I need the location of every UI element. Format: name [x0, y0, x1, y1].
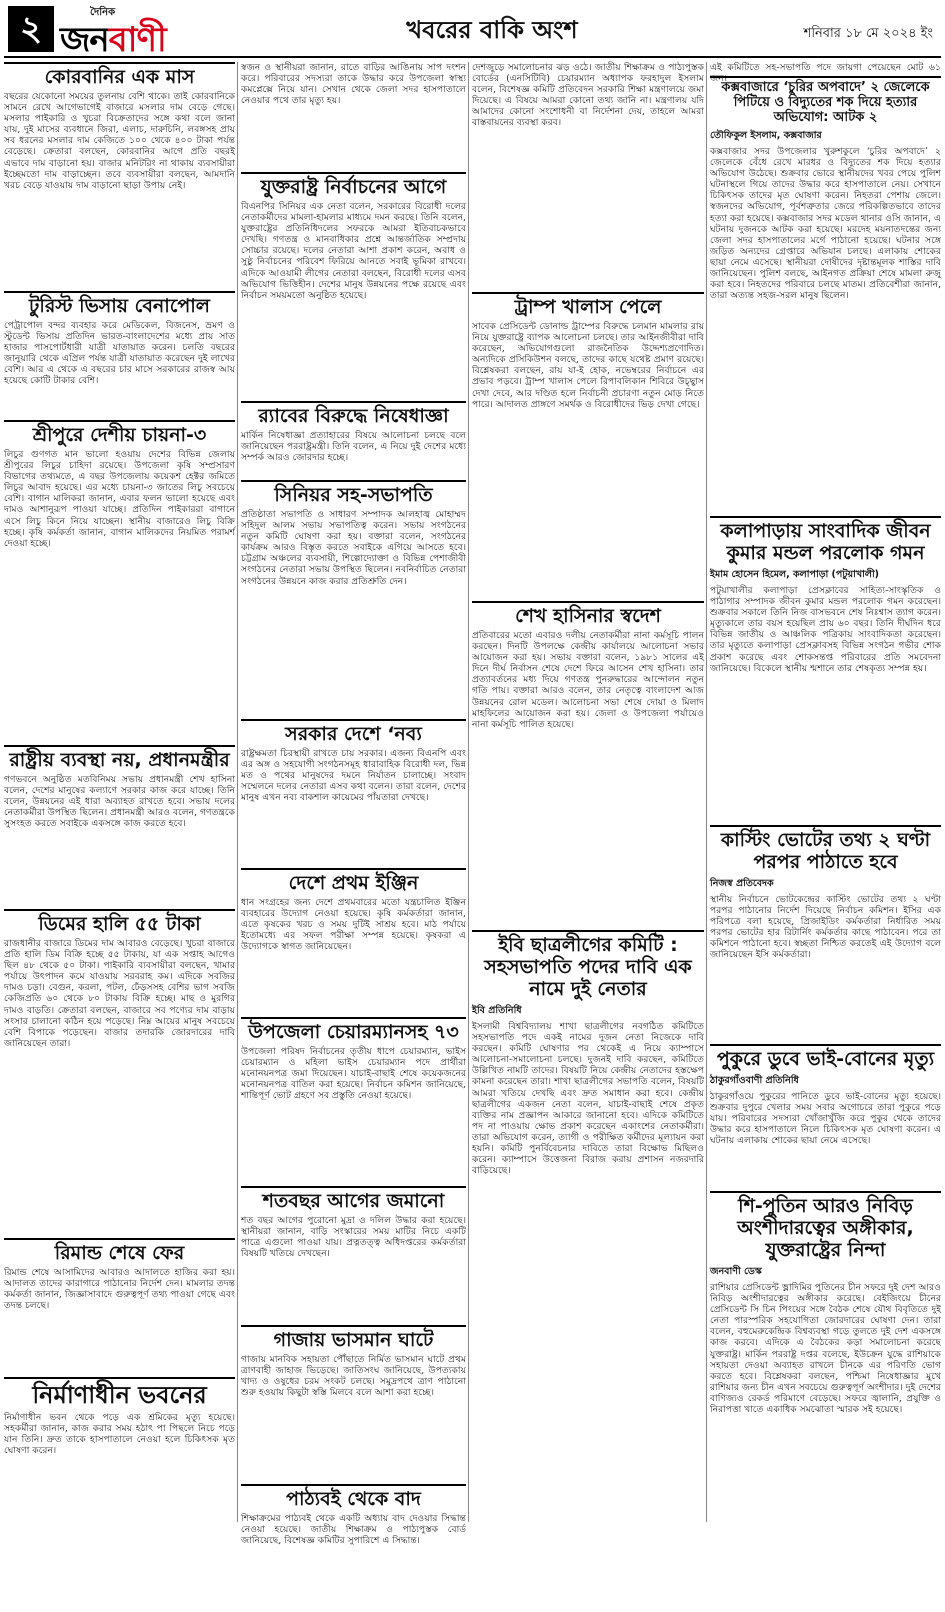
- byline: ইবি প্রতিনিধি: [472, 1005, 522, 1016]
- story-body: গাজায় মানবিক সহায়তা পৌঁছাতে নির্মিত ভাসমান ঘাটে প্রথম ত্রাণবাহী জাহাজ ভিড়েছে। জাতিসংঘ জানিয়েছে, উপত্যকায় খাদ্য ও ওষুধের চরম সংকট চলছে। সমুদ্রপথে ত্রাণ পাঠানো শুরু হওয়ায় কিছুটা স্বস্তি মিলবে বলে আশা করা হচ্ছে।: [241, 1354, 466, 1399]
- story-usa: [241, 172, 466, 401]
- story-body: ইসলামী বিশ্ববিদ্যালয় শাখা ছাত্রলীগের নবগঠিত কমিটিতে সহসভাপতি পদে একই নামের দুজন নেতা নিজেকে দাবি করছেন। কমিটি ঘোষণার পর থেকেই এ নিয়ে ক্যাম্পাসে আলোচনা-সমালোচনা চলছে। দুজনই দাবি করছেন, কমিটিতে উল্লিখিত নামটি তাদের। বিষয়টি নিয়ে কেন্দ্রীয় নেতাদের হস্তক্ষেপ কামনা করেছেন তারা। শাখা ছাত্রলীগের সভাপতি বলেন, বিষয়টি আমরা খতিয়ে দেখছি এবং দ্রুত সমাধান করা হবে। কেন্দ্রীয় ছাত্রলীগের একজন নেতা বলেন, যাচাই-বাছাই শেষে প্রকৃত ব্যক্তির নাম প্রজ্ঞাপন আকারে জানানো হবে। এদিকে কমিটিতে পদ না পাওয়ায় ক্ষোভ প্রকাশ করেছেন একাংশের নেতাকর্মীরা। তারা অভিযোগ করেন, ত্যাগী ও পরীক্ষিত কর্মীদের মূল্যায়ন করা হয়নি। কমিটি পুনর্বিবেচনার দাবিতে তারা বিক্ষোভ মিছিলও করেন। ক্যাম্পাসে উত্তেজনা বিরাজ করায় প্রশাসন নজরদারি বাড়িয়েছে।: [472, 1021, 704, 1177]
- byline: ঠাকুরগাঁওবাণী প্রতিনিধি: [710, 1075, 799, 1086]
- headline: দেশে প্রথম ইঞ্জিন: [241, 868, 466, 897]
- dateline: শনিবার ১৮ মে ২০২৪ ইং: [803, 26, 933, 41]
- story-century: [241, 1186, 466, 1325]
- story-ghat: [241, 1325, 466, 1484]
- page-number: ২: [8, 6, 54, 52]
- story-body: মার্কিন নিষেধাজ্ঞা প্রত্যাহারের বিষয়ে আলোচনা চলছে বলে জানিয়েছেন পররাষ্ট্রমন্ত্রী। তিনি বলেন, এ নিয়ে দুই দেশের মধ্যে সম্পর্ক আরও জোরদার হচ্ছে।: [241, 430, 466, 464]
- story-upazila: [241, 1017, 466, 1186]
- headline: গাজায় ভাসমান ঘাটে: [241, 1325, 466, 1354]
- headline: পাঠ্যবই থেকে বাদ: [241, 1484, 466, 1513]
- story-body: কক্সবাজার সদর উপজেলার খুরুশকুলে ‘চুরির অপবাদে’ ২ জেলেকে বেঁধে রেখে মারধর ও বিদ্যুতের শক দিয়ে হত্যার অভিযোগ উঠেছে। শুক্রবার ভোরে স্থানীয়দের খবর পেয়ে পুলিশ ঘটনাস্থলে গিয়ে তাদের উদ্ধার করে হাসপাতালে নেয়। সেখানে চিকিৎসক তাদের মৃত ঘোষণা করেন। নিহতরা পেশায় জেলে। স্বজনদের অভিযোগ, পূর্বশত্রুতার জেরে পরিকল্পিতভাবে তাদের হত্যা করা হয়েছে। কক্সবাজার সদর মডেল থানার ওসি জানান, এ ঘটনায় দুজনকে আটক করা হয়েছে। মরদেহ ময়নাতদন্তের জন্য জেলা সদর হাসপাতালের মর্গে পাঠানো হয়েছে। ঘটনার সঙ্গে জড়িত অন্যদের গ্রেপ্তারে অভিযান চলছে। এলাকায় শোকের ছায়া নেমে এসেছে। স্থানীয়রা দোষীদের দৃষ্টান্তমূলক শাস্তির দাবি জানিয়েছেন। পুলিশ বলছে, আইনগত প্রক্রিয়া শেষে মামলা রুজু করা হবে। নিহতদের পরিবারে চলছে মাতম। প্রতিবেশীরা জানান, তারা অত্যন্ত সহজ-সরল মানুষ ছিলেন।: [710, 146, 941, 302]
- story-pm: [4, 745, 235, 909]
- story-snake: [241, 62, 466, 172]
- headline: শি-পুতিন আরও নিবিড় অংশীদারত্বের অঙ্গীকার, যুক্তরাষ্ট্রের নিন্দা: [710, 1191, 941, 1264]
- story-body: পটুয়াখালীর কলাপাড়া প্রেসক্লাবের সাহিত্য-সাংস্কৃতিক ও পাঠাগার সম্পাদক জীবন কুমার মন্ডল পরলোক গমন করেছেন। শুক্রবার সকালে তিনি নিজ বাসভবনে শেষ নিঃশ্বাস ত্যাগ করেন। মৃত্যুকালে তার বয়স হয়েছিল প্রায় ৬০ বছর। তিনি দীর্ঘদিন ধরে বিভিন্ন জাতীয় ও আঞ্চলিক পত্রিকায় সাংবাদিকতা করেছেন। তার মৃত্যুতে কলাপাড়া প্রেসক্লাবসহ বিভিন্ন সংগঠন গভীর শোক প্রকাশ করেছে এবং শোকসন্তপ্ত পরিবারের প্রতি সমবেদনা জানিয়েছে। বিকেলে স্থানীয় শ্মশানে তার শেষকৃত্য সম্পন্ন হয়।: [710, 585, 941, 674]
- story-body: রাশিয়ার প্রেসিডেন্ট ভ্লাদিমির পুতিনের চীন সফরে দুই দেশ আরও নিবিড় অংশীদারত্বের অঙ্গীকার করেছে। বেইজিংয়ে চীনের প্রেসিডেন্ট সি চিন পিংয়ের সঙ্গে বৈঠক শেষে যৌথ বিবৃতিতে দুই নেতা পারস্পরিক সহযোগিতা জোরদারের ঘোষণা দেন। তারা বলেন, বহুমেরুকেন্দ্রিক বিশ্বব্যবস্থা গড়ে তুলতে দুই দেশ একসঙ্গে কাজ করবে। এদিকে এ বৈঠকের কড়া সমালোচনা করেছে যুক্তরাষ্ট্র। মার্কিন পররাষ্ট্র দপ্তর বলেছে, ইউক্রেন যুদ্ধে রাশিয়াকে সহায়তা দেওয়া অব্যাহত রাখলে চীনকে এর পরিণতি ভোগ করতে হবে। বিশ্লেষকরা বলছেন, পশ্চিমা নিষেধাজ্ঞার মুখে রাশিয়ার জন্য চীন এখন সবচেয়ে গুরুত্বপূর্ণ অংশীদার। দুই দেশের বাণিজ্যও রেকর্ড পরিমাণে বেড়েছে। সফরে জ্বালানি, প্রযুক্তি ও নিরাপত্তা খাতে একাধিক সমঝোতা স্মারক সই হয়েছে।: [710, 1282, 941, 1416]
- column-rule: [706, 62, 707, 1522]
- story-body: প্রতিবারের মতো এবারও দলীয় নেতাকর্মীরা নানা কর্মসূচি পালন করছেন। দিনটি উপলক্ষে কেন্দ্রীয় কার্যালয়ে আলোচনা সভার আয়োজন করা হয়। সভায় বক্তারা বলেন, ১৯৮১ সালের এই দিনে দীর্ঘ নির্বাসন শেষে দেশে ফিরে আসেন শেখ হাসিনা। তার প্রত্যাবর্তনের মধ্য দিয়ে গণতন্ত্র পুনরুদ্ধারের আন্দোলন নতুন গতি পায়। বক্তারা আরও বলেন, তার নেতৃত্বে বাংলাদেশ আজ উন্নয়নের রোল মডেল। আলোচনা সভা শেষে দোয়া ও মিলাদ মাহফিলের আয়োজন করা হয়। জেলা ও উপজেলা পর্যায়েও নানা কর্মসূচি পালিত হয়েছে।: [472, 630, 704, 730]
- story-korbani: [4, 62, 235, 291]
- story-body: প্রতিষ্ঠাতা সভাপতি ও সাধারণ সম্পাদক আলহাজ্ব মোহাম্মদ সহিদুল আলম সভায় সভাপতিত্ব করেন। সভায় সংগঠনের নতুন কমিটি ঘোষণা করা হয়। বক্তারা বলেন, সংগঠনের কার্যক্রম আরও বিস্তৃত করতে সবাইকে এগিয়ে আসতে হবে। চট্টগ্রাম অঞ্চলের ব্যবসায়ী, শিল্পোদ্যোক্তা ও বিভিন্ন পেশাজীবী সংগঠনের নেতারা সভায় উপস্থিত ছিলেন। নবনির্বাচিত নেতারা সংগঠনের উন্নয়নে কাজ করার প্রতিশ্রুতি দেন।: [241, 509, 466, 587]
- headline: সিনিয়র সহ-সভাপতি: [241, 480, 466, 509]
- column-3: [472, 62, 704, 1522]
- story-rab: [241, 401, 466, 480]
- story-building: [4, 1377, 235, 1492]
- headline: কোরবানির এক মাস: [4, 62, 235, 91]
- story-coxsbazar: [710, 76, 941, 516]
- paper-name-part-b: বাণী: [108, 20, 166, 60]
- paper-name-prefix: দৈনিক: [90, 7, 116, 18]
- story-casting: [710, 825, 941, 1044]
- column-4: [710, 62, 941, 1522]
- story-continuation: [472, 62, 704, 292]
- column-rule: [468, 62, 469, 1522]
- story-senior: [241, 480, 466, 719]
- story-ebi: [472, 930, 704, 1541]
- headline: যুক্তরাষ্ট্র নির্বাচনের আগে: [241, 172, 466, 201]
- story-pond: [710, 1044, 941, 1191]
- story-hasina: [472, 601, 704, 930]
- section-title: খবরের বাকি অংশ: [406, 16, 578, 44]
- headline: কক্সবাজারে ‘চুরির অপবাদে’ ২ জেলেকে পিটিয়ে ও বিদ্যুতের শক দিয়ে হত্যার অভিযোগ: আটক ২: [710, 76, 941, 128]
- story-textbook: [241, 1484, 466, 1553]
- story-body: এই কমিটিতে সহ-সভাপতি পদে জায়গা পেয়েছেন মোট ৬১ জন।: [710, 62, 941, 85]
- story-body: রিমান্ড শেষে আসামিদের আবারও আদালতে হাজির করা হয়। আদালত তাদের কারাগারে পাঠানোর নির্দেশ দেন। মামলার তদন্ত কর্মকর্তা জানান, জিজ্ঞাসাবাদে গুরুত্বপূর্ণ তথ্য পাওয়া গেছে এবং তদন্ত চলছে।: [4, 1267, 235, 1312]
- story-body: লিচুর গুণগত মান ভালো হওয়ায় দেশের বিভিন্ন জেলায় শ্রীপুরের লিচুর চাহিদা রয়েছে। উপজেলা কৃষি সম্প্রসারণ বিভাগের তথ্যমতে, এ বছর উপজেলায় কয়েকশ হেক্টর জমিতে লিচুর আবাদ হয়েছে। এর মধ্যে চায়না-৩ জাতের লিচু সবচেয়ে বেশি। বাগান মালিকরা জানান, এবার ফলন ভালো হয়েছে এবং দামও আশানুরূপ পাওয়া যাচ্ছে। প্রতিদিন পাইকাররা বাগানে এসে লিচু কিনে নিয়ে যাচ্ছেন। স্থানীয় বাজারেও লিচু বিক্রি হচ্ছে। কৃষি কর্মকর্তা জানান, বাগান মালিকদের নিয়মিত পরামর্শ দেওয়া হচ্ছে।: [4, 449, 235, 549]
- headline: পুকুরে ডুবে ভাই-বোনের মৃত্যু: [710, 1044, 941, 1073]
- headline: র‍্যাবের বিরুদ্ধে নিষেধাজ্ঞা: [241, 401, 466, 430]
- masthead: [4, 4, 941, 58]
- headline: সরকার দেশে ‘নব্য: [241, 719, 466, 748]
- paper-name-part-a: জন: [60, 20, 109, 60]
- headline: শতবছর আগের জমানো: [241, 1186, 466, 1215]
- byline: জনবাণী ডেস্ক: [710, 1266, 762, 1277]
- headline: রাষ্ট্রীয় ব্যবস্থা নয়, প্রধানমন্ত্রীর: [4, 745, 235, 774]
- story-body: দেশজুড়ে সমালোচনার ঝড় ওঠে। জাতীয় শিক্ষাক্রম ও পাঠ্যপুস্তক বোর্ডের (এনসিটিবি) চেয়ারম্যান অধ্যাপক ফরহাদুল ইসলাম বলেন, বিশেষজ্ঞ কমিটি প্রতিবেদন সরকারি শিক্ষা মন্ত্রণালয়ে জমা দিয়েছে। এ বিষয়ে আমরা কোনো তথ্য জানি না। মন্ত্রণালয় যদি আমাদের কোনো সংশোধনী বা নির্দেশনা দেয়, তাহলে আমরা বাস্তবায়নের ব্যবস্থা করব।: [472, 62, 704, 129]
- story-govt: [241, 719, 466, 868]
- headline: টুরিস্ট ভিসায় বেনাপোল: [4, 291, 235, 320]
- headline: শ্রীপুরে দেশীয় চায়না-৩: [4, 420, 235, 449]
- story-egg: [4, 909, 235, 1238]
- story-body: ধান সংগ্রহের জন্য দেশে প্রথমবারের মতো যন্ত্রচালিত ইঞ্জিন ব্যবহারের উদ্যোগ নেওয়া হয়েছে। কৃষি কর্মকর্তারা জানান, এতে কৃষকের খরচ ও সময় দুটিই সাশ্রয় হবে। মাঠ পর্যায়ে ইতোমধ্যে এর সফল পরীক্ষা সম্পন্ন হয়েছে। কৃষকরা এ উদ্যোগকে স্বাগত জানিয়েছেন।: [241, 897, 466, 953]
- story-body: গণভবনে অনুষ্ঠিত মতবিনিময় সভায় প্রধানমন্ত্রী শেখ হাসিনা বলেন, দেশের মানুষের কল্যাণে সরকার কাজ করে যাচ্ছে। তিনি বলেন, উন্নয়নের এই ধারা অব্যাহত রাখতে হবে। সভায় দলের নেতাকর্মীরা উপস্থিত ছিলেন। প্রধানমন্ত্রী আরও বলেন, গণতন্ত্রকে সুসংহত করতে সবাইকে একসঙ্গে কাজ করতে হবে।: [4, 774, 235, 830]
- story-sreepur: [4, 420, 235, 745]
- byline: তৌফিকুল ইসলাম, কক্সবাজার: [710, 130, 822, 141]
- headline: নির্মাণাধীন ভবনের: [4, 1377, 235, 1412]
- headline: উপজেলা চেয়ারম্যানসহ ৭৩: [241, 1017, 466, 1046]
- story-trump: [472, 292, 704, 601]
- story-body: পেট্রাপোল বন্দর ব্যবহার করে মেডিকেল, বিজনেস, ভ্রমণ ও স্টুডেন্ট ভিসায় প্রতিদিন ভারত-বাংলাদেশের মধ্যে প্রায় সাত হাজার পাসপোর্টধারী যাত্রী যাতায়াত করেন। চলতি বছরের জানুয়ারি থেকে এপ্রিল পর্যন্ত যাত্রী যাতায়াত করেছেন দুই লাখের বেশি। আর এ থেকে এ বছরের চার মাসে সরকারের রাজস্ব আয় হয়েছে কোটি টাকার বেশি।: [4, 320, 235, 387]
- story-kalapara: [710, 516, 941, 825]
- headline: ট্রাম্প খালাস পেলে: [472, 292, 704, 321]
- story-body: শত বছর আগের পুরোনো মুদ্রা ও দলিল উদ্ধার করা হয়েছে। স্থানীয়রা জানান, বাড়ি সংস্কারের সময় মাটির নিচে একটি পাত্রে এগুলো পাওয়া যায়। প্রত্নতত্ত্ব অধিদপ্তরের কর্মকর্তারা বিষয়টি খতিয়ে দেখছেন।: [241, 1215, 466, 1260]
- story-body: স্বজন ও স্থানীয়রা জানান, রাতে বাড়ির আঙিনায় সাপ দংশন করে। পরিবারের সদস্যরা তাকে উদ্ধার করে উপজেলা স্বাস্থ্য কমপ্লেক্সে নিয়ে যান। সেখান থেকে জেলা সদর হাসপাতালে নেওয়ার পথে তার মৃত্যু হয়।: [241, 62, 466, 107]
- story-body: স্থানীয় নির্বাচনে ভোটকেন্দ্রের কাস্টিং ভোটের তথ্য ২ ঘণ্টা পরপর পাঠানোর নির্দেশ দিয়েছে নির্বাচন কমিশন। ইসির এক পরিপত্রে বলা হয়েছে, প্রিজাইডিং কর্মকর্তারা নির্ধারিত সময় পরপর ভোটের হার রিটার্নিং কর্মকর্তার কাছে পাঠাবেন। পরে তা কমিশনে পাঠানো হবে। স্বচ্ছতা নিশ্চিত করতেই এই উদ্যোগ বলে জানিয়েছেন ইসি কর্মকর্তারা।: [710, 894, 941, 961]
- story-body: রাষ্ট্রক্ষমতা চিরস্থায়ী রাখতে চায় সরকার। এজন্য বিএনপি এবং এর অঙ্গ ও সহযোগী সংগঠনসমূহ ধারাবাহিক বিরোধী দল, ভিন্ন মত ও পথের মানুষদের দমনে নির্যাতন চালাচ্ছে। সংবাদ সম্মেলনে দলের নেতারা এসব কথা বলেন। তারা বলেন, দেশের মানুষ এখন নব্য বাকশাল কায়েমের পাঁয়তারা দেখছে।: [241, 748, 466, 804]
- headline: শেখ হাসিনার স্বদেশ: [472, 601, 704, 630]
- story-intro-c4: [710, 62, 941, 85]
- story-benapole: [4, 291, 235, 420]
- story-body: ঠাকুরগাঁওয়ে পুকুরের পানিতে ডুবে ভাই-বোনের মৃত্যু হয়েছে। শুক্রবার দুপুরে খেলার সময় সবার অগোচরে তারা পুকুরে পড়ে যায়। পরিবারের সদস্যরা খোঁজাখুঁজি করে পুকুর থেকে তাদের উদ্ধার করে হাসপাতালে নিলে চিকিৎসক মৃত ঘোষণা করেন। এ ঘটনায় এলাকায় শোকের ছায়া নেমে এসেছে।: [710, 1091, 941, 1147]
- story-body: শিক্ষাক্রমের পাঠ্যবই থেকে একটি অধ্যায় বাদ দেওয়ার সিদ্ধান্ত নেওয়া হয়েছে। জাতীয় শিক্ষাক্রম ও পাঠ্যপুস্তক বোর্ড জানিয়েছে, বিশেষজ্ঞ কমিটির সুপারিশে এ সিদ্ধান্ত।: [241, 1513, 466, 1547]
- byline: ইমাম হোসেন হিমেল, কলাপাড়া (পটুয়াখালী): [710, 569, 879, 580]
- story-body: বিএনপির সিনিয়র এক নেতা বলেন, সরকারের বিরোধী দলের নেতাকর্মীদের মামলা-হামলার মাধ্যমে দমন করছে। তিনি বলেন, যুক্তরাষ্ট্রের প্রতিনিধিদলের সফরকে আমরা ইতিবাচকভাবে দেখছি। গণতন্ত্র ও মানবাধিকার প্রশ্নে আন্তর্জাতিক সম্প্রদায় সোচ্চার রয়েছে। দলের নেতারা আশা প্রকাশ করেন, অবাধ ও সুষ্ঠু নির্বাচনের পরিবেশ ফিরিয়ে আনতে সবাই ভূমিকা রাখবে। এদিকে আওয়ামী লীগের নেতারা বলছেন, বিরোধী দলের এসব অভিযোগ ভিত্তিহীন। দেশের মানুষ উন্নয়নের পক্ষে রয়েছে এবং নির্বাচন সময়মতো অনুষ্ঠিত হয়েছে।: [241, 201, 466, 301]
- byline: নিজস্ব প্রতিবেদক: [710, 878, 774, 889]
- column-2: [241, 62, 466, 1547]
- headline: ইবি ছাত্রলীগের কমিটি : সহসভাপতি পদের দাবি এক নামে দুই নেতার: [472, 930, 704, 1003]
- story-body: উপজেলা পরিষদ নির্বাচনের তৃতীয় ধাপে চেয়ারম্যান, ভাইস চেয়ারম্যান ও মহিলা ভাইস চেয়ারম্যান পদে প্রার্থীরা মনোনয়নপত্র জমা দিয়েছেন। যাচাই-বাছাই শেষে কয়েকজনের মনোনয়নপত্র বাতিল করা হয়েছে। নির্বাচন কমিশন জানিয়েছে, শান্তিপূর্ণ ভোট গ্রহণে সব প্রস্তুতি নেওয়া হয়েছে।: [241, 1046, 466, 1102]
- headline: রিমান্ড শেষে ফের: [4, 1238, 235, 1267]
- story-body: নির্মাণাধীন ভবন থেকে পড়ে এক শ্রমিকের মৃত্যু হয়েছে। সহকর্মীরা জানান, কাজ করার সময় হঠাৎ পা পিছলে নিচে পড়ে যান তিনি। দ্রুত তাকে হাসপাতালে নেওয়া হলে চিকিৎসক মৃত ঘোষণা করেন।: [4, 1412, 235, 1457]
- story-xiputin: [710, 1191, 941, 1612]
- story-body: রাজধানীর বাজারে ডিমের দাম আবারও বেড়েছে। খুচরা বাজারে প্রতি হালি ডিম বিক্রি হচ্ছে ৫৫ টাকায়, যা এক সপ্তাহ আগেও ছিল ৪৮ থেকে ৫০ টাকা। পাইকারি ব্যবসায়ীরা বলছেন, খামার পর্যায়ে উৎপাদন কমে যাওয়ায় সরবরাহ কম। এদিকে সবজির দামও চড়া। বেগুন, করলা, পটল, ঢেঁড়সসহ বেশির ভাগ সবজি কেজিপ্রতি ৬০ থেকে ৮০ টাকায় বিক্রি হচ্ছে। মাছ ও মুরগির দামও বাড়তি। ক্রেতারা বলছেন, বাজারে সব পণ্যের দাম বাড়ায় সংসার চালানো কঠিন হয়ে পড়েছে। নিম্ন আয়ের মানুষ সবচেয়ে বেশি বিপাকে পড়েছেন। বাজার তদারকি জোরদারের দাবি জানিয়েছেন তারা।: [4, 938, 235, 1049]
- story-remand: [4, 1238, 235, 1377]
- headline: কলাপাড়ায় সাংবাদিক জীবন কুমার মন্ডল পরলোক গমন: [710, 516, 941, 567]
- column-1: [4, 62, 235, 1522]
- story-engine: [241, 868, 466, 1017]
- headline: ডিমের হালি ৫৫ টাকা: [4, 909, 235, 938]
- story-body: বছরের যেকোনো সময়ের তুলনায় বেশি থাকে। তাই কোরবানিকে সামনে রেখে আগেভাগেই বাজারে মসলার দাম বেড়ে গেছে। মসলার পাইকারি ও খুচরা বিক্রেতাদের সঙ্গে কথা বলে জানা যায়, দুই মাসের ব্যবধানে জিরা, এলাচ, দারুচিনি, লবঙ্গসহ প্রায় সব ধরনের মসলার দাম কেজিতে ১০০ থেকে ৪০০ টাকা পর্যন্ত বেড়েছে। ক্রেতারা বলছেন, কোরবানির আগে প্রতি বছরই এভাবে দাম বাড়ানো হয়। বাজার মনিটরিং না থাকায় ব্যবসায়ীরা ইচ্ছেমতো দাম বাড়াচ্ছেন। তবে ব্যবসায়ীরা বলছেন, আমদানি খরচ বেড়ে যাওয়ায় দাম বাড়ানো ছাড়া উপায় নেই।: [4, 91, 235, 191]
- headline: কাস্টিং ভোটের তথ্য ২ ঘণ্টা পরপর পাঠাতে হবে: [710, 825, 941, 876]
- story-body: সাবেক প্রেসিডেন্ট ডোনাল্ড ট্রাম্পের বিরুদ্ধে চলমান মামলার রায় নিয়ে যুক্তরাষ্ট্রে ব্যাপক আলোচনা চলছে। তার আইনজীবীরা দাবি করেছেন, অভিযোগগুলো রাজনৈতিক উদ্দেশ্যপ্রণোদিত। অন্যদিকে প্রসিকিউশন বলছে, তাদের কাছে যথেষ্ট প্রমাণ রয়েছে। বিশ্লেষকরা বলছেন, রায় যা-ই হোক, নভেম্বরের নির্বাচনে এর প্রভাব পড়বে। ট্রাম্প খালাস পেলে রিপাবলিকান শিবিরে উচ্ছ্বাস দেখা দেবে, আর দণ্ডিত হলে নির্বাচনী প্রচারণা নতুন মোড় নিতে পারে। আদালত প্রাঙ্গণে সমর্থক ও বিরোধীদের ভিড় দেখা গেছে।: [472, 321, 704, 410]
- column-rule: [237, 62, 238, 1522]
